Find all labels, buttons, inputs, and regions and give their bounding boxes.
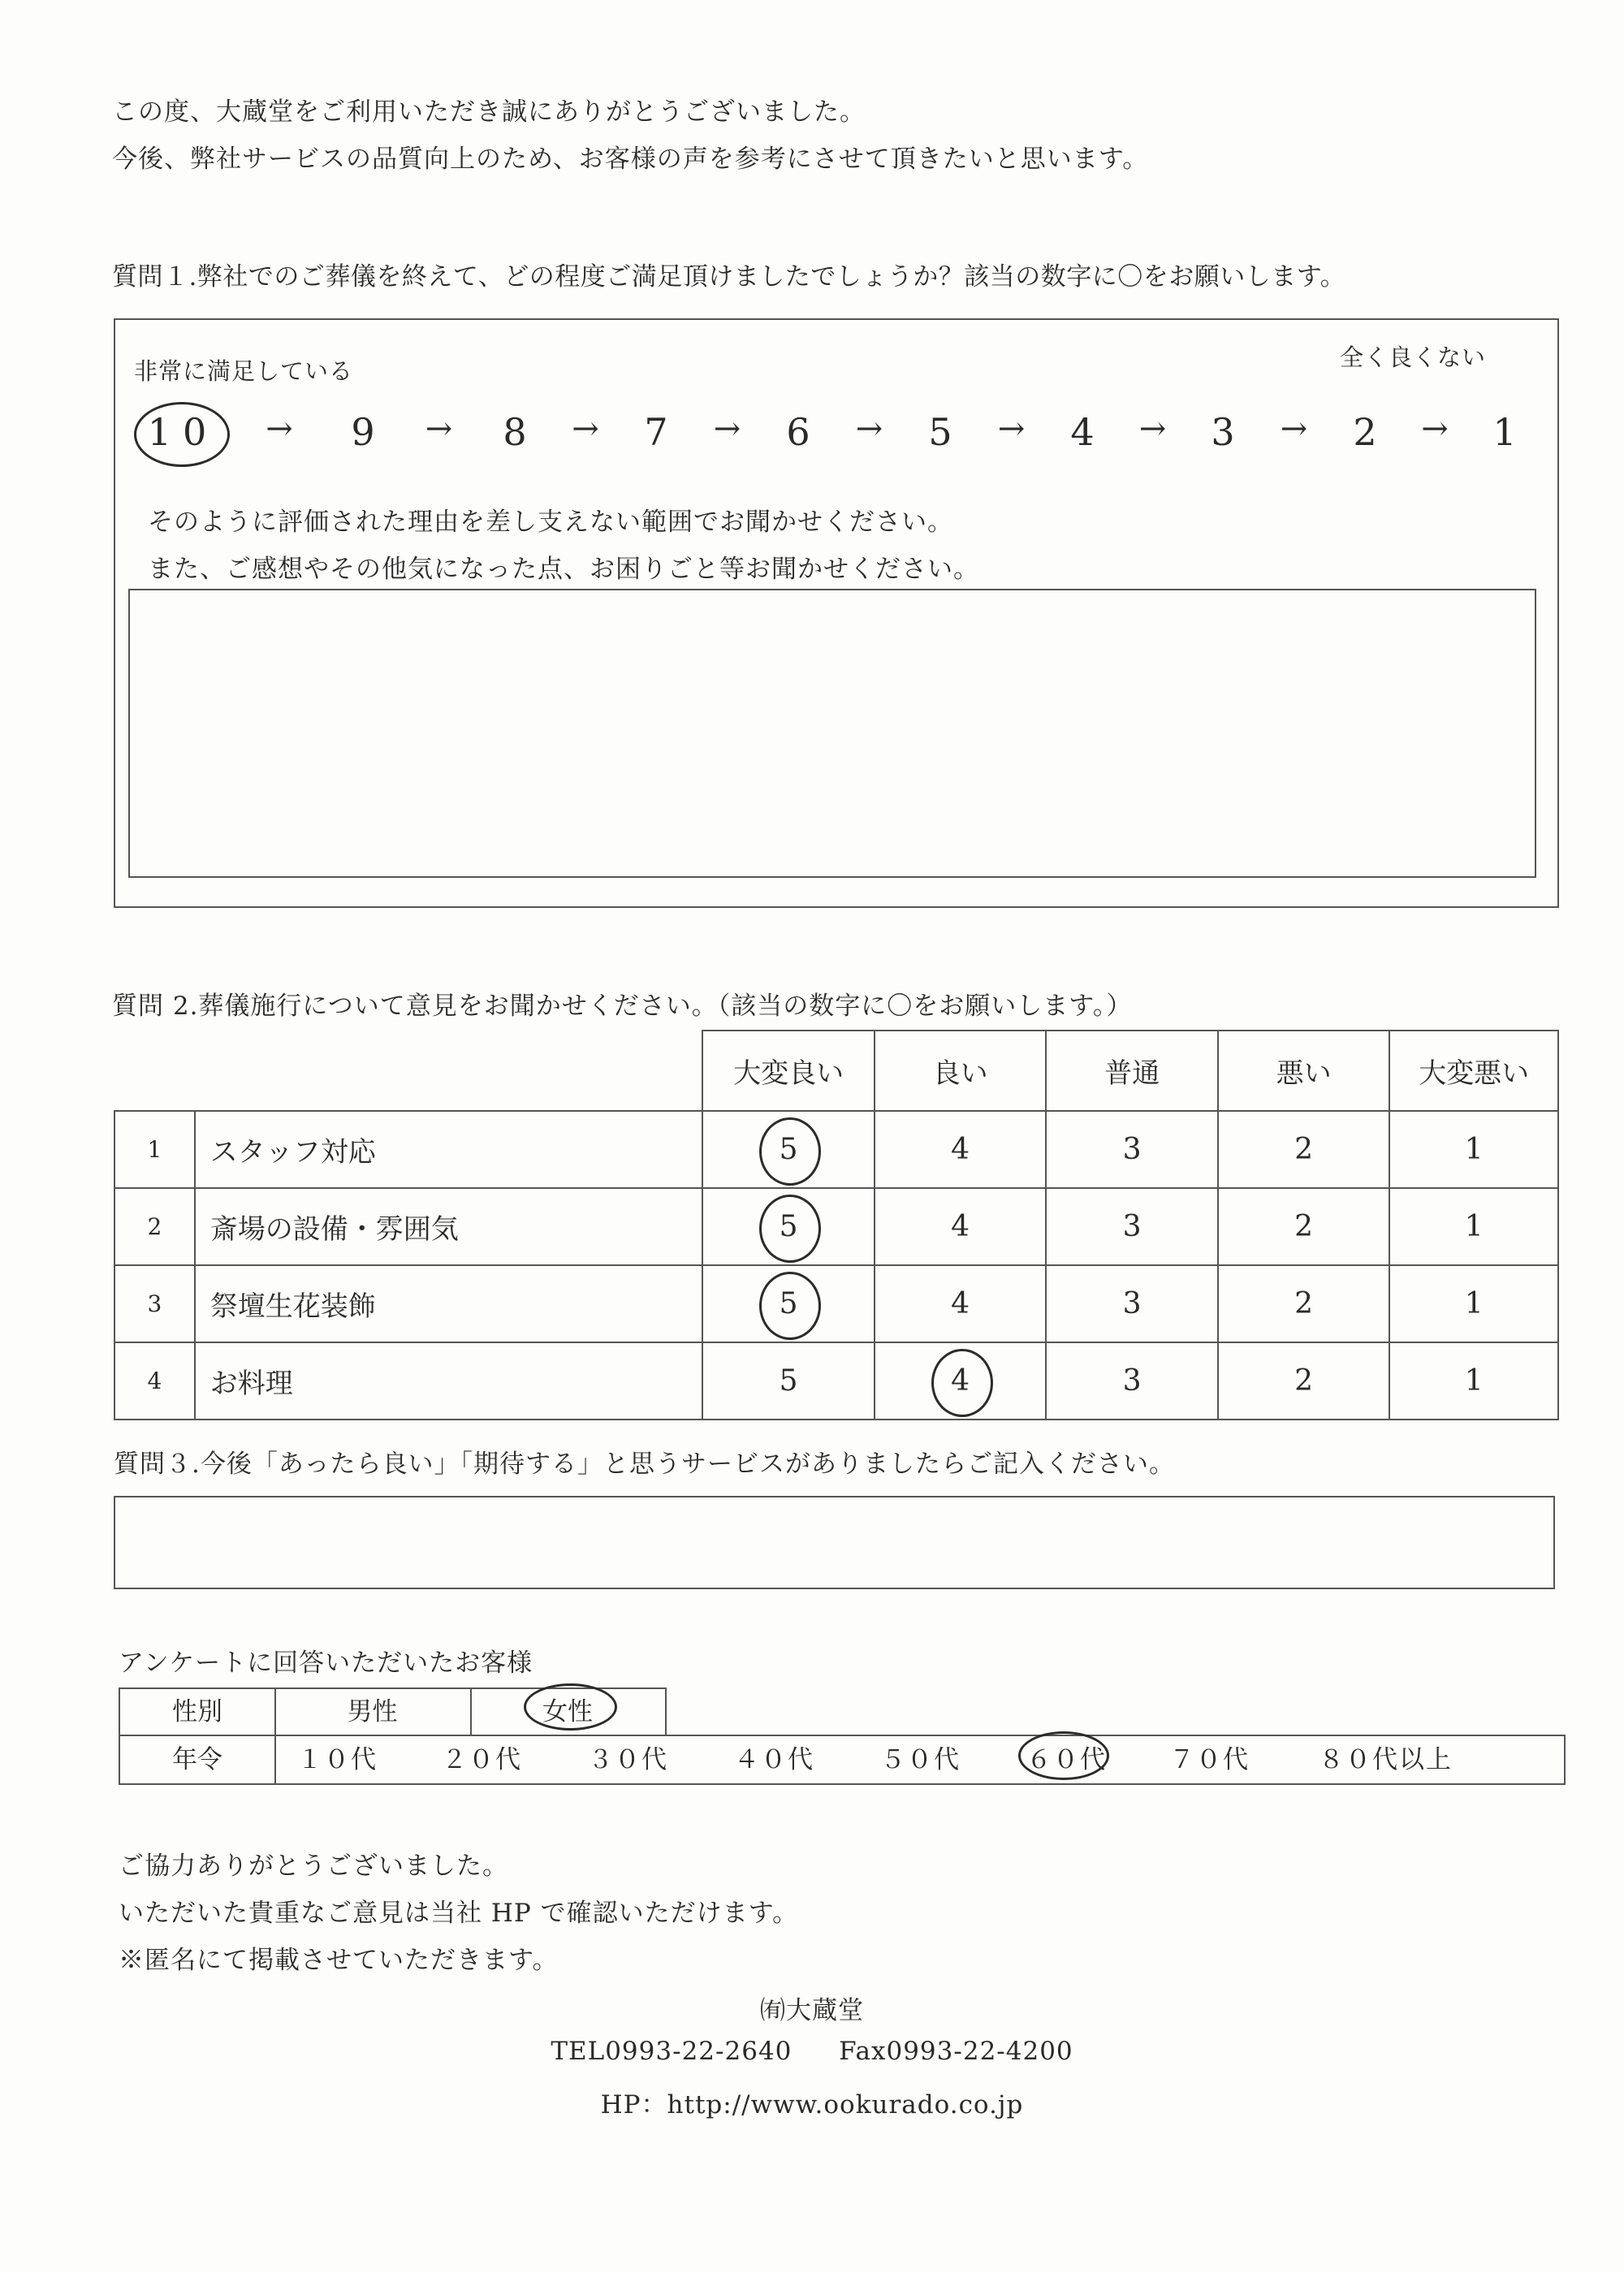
q2-row: [114, 1188, 1558, 1265]
q2-row: [114, 1111, 1558, 1188]
company-name: ㈲大蔵堂: [760, 1996, 864, 2025]
q2-rating-value: 2: [1294, 1210, 1314, 1243]
company-fax: Fax0993-22-4200: [839, 2037, 1073, 2066]
gender-label: 性別: [120, 1689, 276, 1735]
q2-rating-option[interactable]: [1218, 1111, 1390, 1188]
q1-left-label: 非常に満足している: [134, 357, 354, 385]
q1-scale-arrow: →: [997, 410, 1026, 447]
age-option[interactable]: ２０代: [442, 1745, 522, 1774]
q1-scale-1[interactable]: 1: [1492, 410, 1517, 454]
q2-header: 普通: [1046, 1031, 1218, 1111]
gender-option-male[interactable]: 男性: [274, 1689, 472, 1735]
intro-line-1: この度、大蔵堂をご利用いただき誠にありがとうございました。: [112, 97, 866, 127]
q2-rating-value: 1: [1464, 1364, 1484, 1398]
q2-rating-value: 5: [779, 1133, 798, 1166]
q2-row-label: 祭壇生花装飾: [195, 1265, 703, 1342]
q2-rating-option[interactable]: [1218, 1265, 1390, 1342]
q2-rating-table: [114, 1030, 1559, 1420]
q3-answer-box[interactable]: [114, 1496, 1555, 1589]
q1-scale-arrow: →: [425, 410, 453, 447]
q2-rating-value: 2: [1294, 1133, 1314, 1166]
gender-selected-circle: [524, 1683, 617, 1731]
age-option[interactable]: ３０代: [588, 1745, 668, 1774]
q2-rating-value: 5: [779, 1210, 798, 1243]
q2-selected-circle: [759, 1272, 821, 1340]
q1-scale-arrow: →: [1421, 410, 1449, 447]
q2-rating-value: 2: [1294, 1364, 1314, 1398]
q2-title: 質問 2.葬儀施行について意見をお聞かせください。（該当の数字に〇をお願いします。）: [112, 992, 1133, 1021]
q2-selected-circle: [931, 1349, 993, 1417]
q2-row-label: お料理: [195, 1342, 703, 1420]
company-hp[interactable]: HP：http://www.ookurado.co.jp: [600, 2090, 1024, 2120]
age-row: [119, 1735, 1566, 1785]
q2-rating-value: 1: [1464, 1210, 1484, 1243]
q2-rating-value: 5: [779, 1364, 798, 1398]
q1-scale-arrow: →: [855, 410, 883, 447]
q2-rating-option[interactable]: [702, 1188, 875, 1265]
q1-scale-5[interactable]: 5: [928, 410, 952, 454]
q2-rating-value: 4: [951, 1364, 970, 1398]
q2-row-label: スタッフ対応: [195, 1111, 703, 1188]
q1-scale-3[interactable]: 3: [1211, 410, 1235, 454]
closing-line-3: ※匿名にて掲載させていただきます。: [119, 1946, 559, 1975]
q2-row-index: 1: [114, 1111, 195, 1188]
q2-header: 大変良い: [702, 1031, 875, 1111]
q2-rating-option[interactable]: [1389, 1265, 1558, 1342]
q2-rating-option[interactable]: [1389, 1111, 1558, 1188]
q2-row-label: 斎場の設備・雰囲気: [195, 1188, 703, 1265]
q2-row-index: 4: [114, 1342, 195, 1420]
intro-line-2: 今後、弊社サービスの品質向上のため、お客様の声を参考にさせて頂きたいと思います。: [112, 145, 1149, 174]
q2-rating-value: 1: [1464, 1287, 1484, 1320]
q1-right-label: 全く良くない: [1340, 344, 1487, 371]
q1-selected-circle: [134, 402, 230, 467]
q1-scale-8[interactable]: 8: [503, 410, 527, 454]
closing-line-1: ご協力ありがとうございました。: [119, 1852, 508, 1881]
q3-title: 質問３.今後「あったら良い」「期待する」と思うサービスがありましたらご記入ください。: [114, 1450, 1176, 1479]
q2-rating-option[interactable]: [702, 1342, 875, 1420]
age-option[interactable]: ７０代: [1169, 1745, 1250, 1774]
q2-selected-circle: [759, 1195, 821, 1263]
q1-scale-arrow: →: [1138, 410, 1167, 447]
q2-rating-option[interactable]: [875, 1111, 1047, 1188]
age-selected-circle: [1018, 1731, 1109, 1780]
q1-scale-6[interactable]: 6: [786, 410, 810, 454]
q1-scale-2[interactable]: 2: [1353, 410, 1377, 454]
gender-option-female-text: 女性: [542, 1697, 593, 1726]
q1-prompt-1: そのように評価された理由を差し支えない範囲でお聞かせください。: [148, 508, 953, 537]
q2-header-blank: [114, 1031, 702, 1111]
q2-rating-option[interactable]: [1046, 1265, 1218, 1342]
age-option[interactable]: １０代: [297, 1745, 378, 1774]
age-option[interactable]: ５０代: [880, 1745, 961, 1774]
q2-rating-option[interactable]: [875, 1265, 1047, 1342]
q2-rating-value: 3: [1122, 1133, 1142, 1166]
age-label: 年令: [120, 1736, 276, 1783]
q1-title: 質問１.弊社でのご葬儀を終えて、どの程度ご満足頂けましたでしょうか？該当の数字に〇をお願いします。: [112, 262, 1346, 292]
age-option[interactable]: ６０代: [1026, 1745, 1107, 1774]
q2-rating-option[interactable]: [1389, 1188, 1558, 1265]
company-contact: [0, 2037, 1624, 2066]
q1-answer-box[interactable]: [128, 589, 1536, 878]
q2-header: 悪い: [1218, 1031, 1390, 1111]
q1-scale-7[interactable]: 7: [644, 410, 668, 454]
q2-rating-option[interactable]: [875, 1342, 1047, 1420]
q1-scale-arrow: →: [572, 410, 599, 447]
q1-scale-4[interactable]: 4: [1070, 410, 1095, 454]
q2-rating-value: 2: [1294, 1287, 1314, 1320]
q1-scale-arrow: →: [266, 410, 293, 447]
q2-rating-value: 1: [1464, 1133, 1484, 1166]
q1-scale-arrow: →: [1280, 410, 1308, 447]
q2-row-index: 2: [114, 1188, 195, 1265]
q2-rating-option[interactable]: [1046, 1111, 1218, 1188]
age-option[interactable]: ８０代以上: [1319, 1745, 1453, 1774]
q1-answer-text: [130, 590, 1535, 623]
q2-rating-option[interactable]: [875, 1188, 1047, 1265]
q2-row-index: 3: [114, 1265, 195, 1342]
q2-rating-option[interactable]: [1389, 1342, 1558, 1420]
q2-row: [114, 1342, 1558, 1420]
q2-rating-value: 5: [779, 1287, 798, 1320]
q2-rating-value: 3: [1122, 1364, 1142, 1398]
q2-rating-option[interactable]: [702, 1111, 875, 1188]
q1-prompt-2: また、ご感想やその他気になった点、お困りごと等お聞かせください。: [148, 555, 979, 584]
q1-scale-10[interactable]: 10: [147, 410, 218, 454]
q3-answer-text: [115, 1497, 1553, 1530]
q2-rating-value: 3: [1122, 1287, 1142, 1320]
age-option[interactable]: ４０代: [734, 1745, 814, 1774]
q2-rating-option[interactable]: [1046, 1188, 1218, 1265]
q1-scale-9[interactable]: 9: [351, 410, 375, 454]
q2-rating-value: 4: [951, 1210, 970, 1243]
closing-line-2: いただいた貴重なご意見は当社 HP で確認いただけます。: [119, 1899, 799, 1928]
q2-rating-value: 4: [951, 1133, 970, 1166]
q2-header: 大変悪い: [1389, 1031, 1558, 1111]
q2-rating-option[interactable]: [1046, 1342, 1218, 1420]
q2-rating-value: 3: [1122, 1210, 1142, 1243]
q2-rating-option[interactable]: [702, 1265, 875, 1342]
q1-scale-arrow: →: [713, 410, 741, 447]
q2-rating-value: 4: [951, 1287, 970, 1320]
q2-rating-option[interactable]: [1218, 1188, 1390, 1265]
company-tel: TEL0993-22-2640: [551, 2037, 793, 2066]
q2-selected-circle: [759, 1117, 821, 1186]
q2-rating-option[interactable]: [1218, 1342, 1390, 1420]
q2-header: 良い: [875, 1031, 1047, 1111]
respondent-title: アンケートに回答いただいたお客様: [119, 1649, 533, 1678]
q2-row: [114, 1265, 1558, 1342]
